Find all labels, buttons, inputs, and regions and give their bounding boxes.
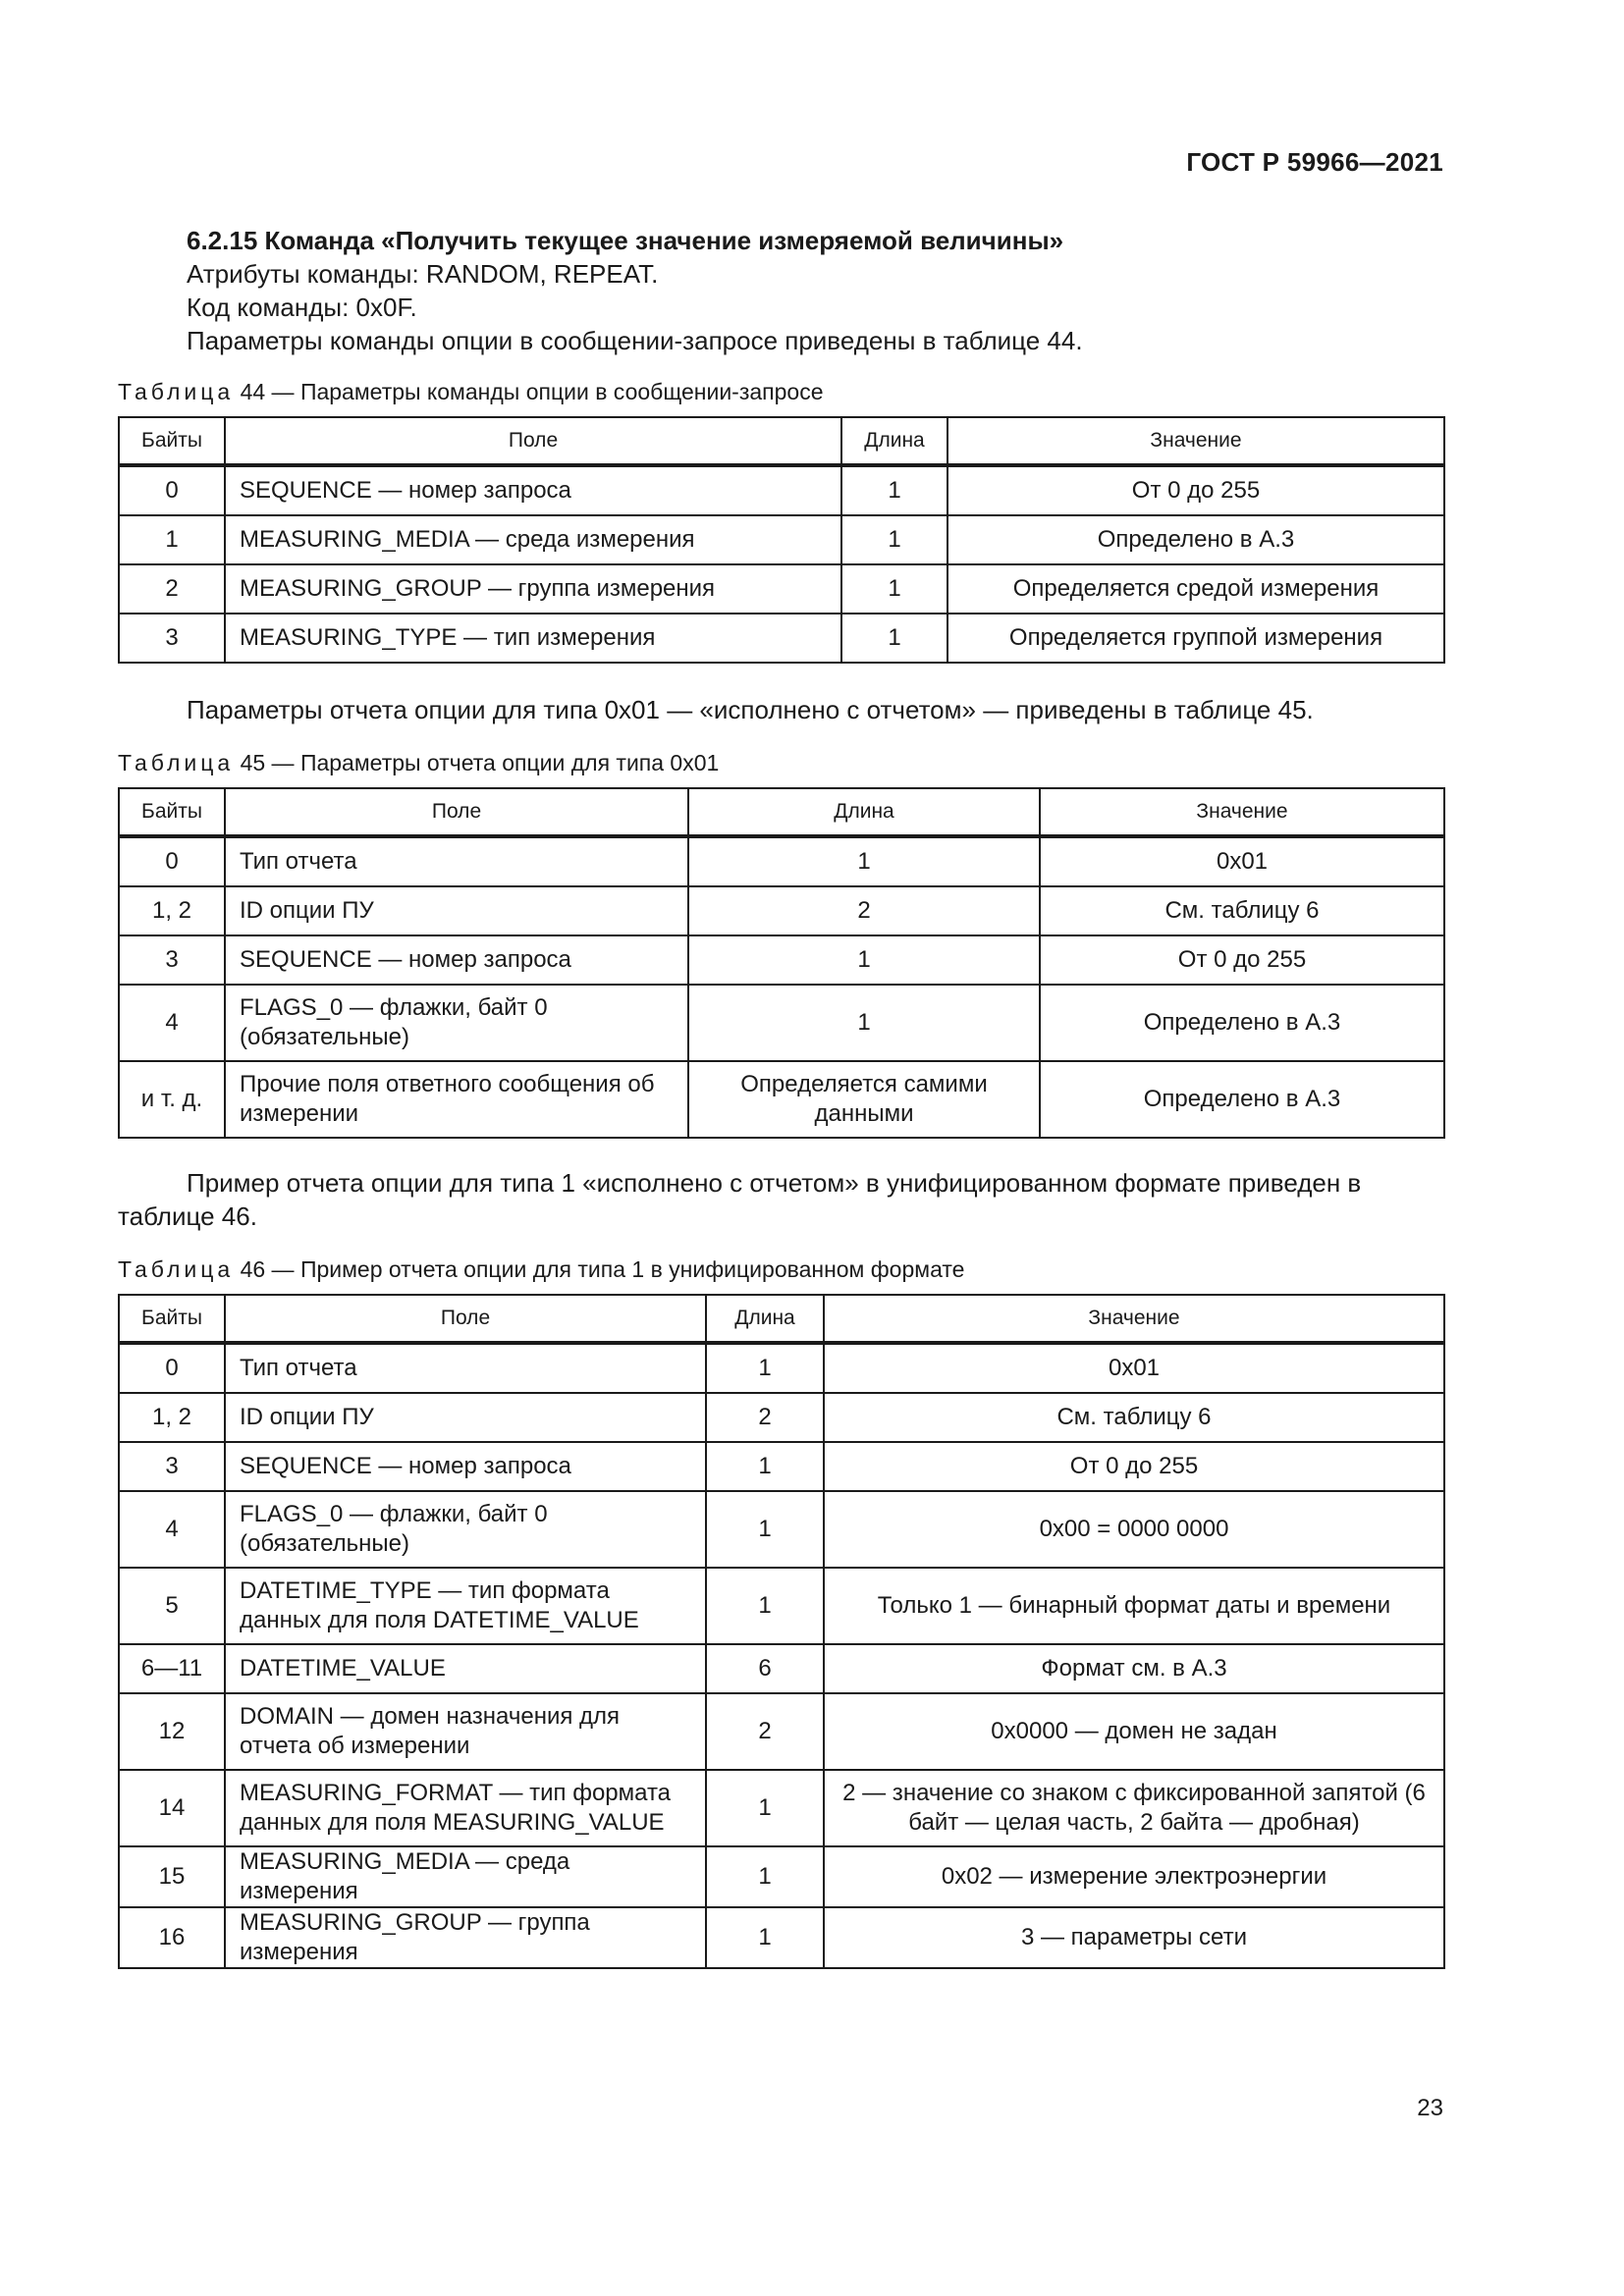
table-cell: 4 [119, 985, 225, 1061]
table-row [119, 935, 1444, 985]
table-header-row [119, 417, 1444, 465]
table-cell: MEASURING_TYPE — тип измерения [225, 614, 841, 663]
table-cell: См. таблицу 6 [824, 1393, 1444, 1442]
table45-intro: Параметры отчета опции для типа 0x01 — «исполнено с отчетом» — приведены в таблице 45. [187, 695, 1314, 724]
table-row [119, 1568, 1444, 1644]
table-row [119, 564, 1444, 614]
page-content [118, 224, 1443, 1969]
table-row [119, 465, 1444, 515]
table-row [119, 1644, 1444, 1693]
table-cell: Только 1 — бинарный формат даты и времени [824, 1568, 1444, 1644]
table-row [119, 1343, 1444, 1393]
table-cell: 0x00 = 0000 0000 [824, 1491, 1444, 1568]
table-cell: 1 [706, 1770, 824, 1846]
table-cell: 0x0000 — домен не задан [824, 1693, 1444, 1770]
table-cell: Формат см. в А.3 [824, 1644, 1444, 1693]
table-cell: 0x01 [824, 1343, 1444, 1393]
table-cell: 2 [706, 1693, 824, 1770]
table-46 [118, 1294, 1445, 1969]
column-header: Значение [947, 417, 1444, 465]
table-cell: 1 [706, 1343, 824, 1393]
table-cell: ID опции ПУ [225, 886, 688, 935]
table-cell: и т. д. [119, 1061, 225, 1138]
table-cell: 1, 2 [119, 1393, 225, 1442]
table-cell: 1 [841, 515, 947, 564]
table-cell: 0x02 — измерение электроэнергии [824, 1846, 1444, 1907]
table-row [119, 1393, 1444, 1442]
table-cell: MEASURING_MEDIA — среда измерения [225, 1846, 706, 1907]
table46-caption-text: 46 — Пример отчета опции для типа 1 в унифицированном формате [240, 1256, 965, 1282]
table-cell: 1 [706, 1491, 824, 1568]
table-row [119, 1846, 1444, 1907]
table-cell: SEQUENCE — номер запроса [225, 935, 688, 985]
table-cell: 6—11 [119, 1644, 225, 1693]
table-cell: 1 [706, 1568, 824, 1644]
section-intro [118, 224, 1443, 357]
table-cell: 1 [706, 1907, 824, 1968]
document-header: ГОСТ Р 59966—2021 [1186, 147, 1443, 177]
table-cell: 2 — значение со знаком с фиксированной запятой (6 байт — целая часть, 2 байта — дробная) [824, 1770, 1444, 1846]
table-cell: 3 [119, 614, 225, 663]
table-row [119, 1061, 1444, 1138]
table-cell: DOMAIN — домен назначения для отчета об измерении [225, 1693, 706, 1770]
table-cell: 1 [841, 614, 947, 663]
table44-caption [118, 377, 1443, 406]
table-cell: Тип отчета [225, 836, 688, 886]
table-header-row [119, 788, 1444, 836]
table-cell: 16 [119, 1907, 225, 1968]
table-cell: 12 [119, 1693, 225, 1770]
column-header: Поле [225, 417, 841, 465]
table-cell: 3 [119, 1442, 225, 1491]
table-cell: См. таблицу 6 [1040, 886, 1444, 935]
table-cell: 3 — параметры сети [824, 1907, 1444, 1968]
table-cell: 0 [119, 465, 225, 515]
table-cell: Определяется самими данными [688, 1061, 1040, 1138]
table-44 [118, 416, 1445, 664]
table-cell: Тип отчета [225, 1343, 706, 1393]
table-cell: SEQUENCE — номер запроса [225, 465, 841, 515]
params-intro: Параметры команды опции в сообщении-запросе приведены в таблице 44. [187, 326, 1083, 355]
table-row [119, 614, 1444, 663]
table-cell: FLAGS_0 — флажки, байт 0 (обязательные) [225, 985, 688, 1061]
table-cell: DATETIME_TYPE — тип формата данных для поля DATETIME_VALUE [225, 1568, 706, 1644]
table44-caption-prefix: Таблица [118, 379, 235, 404]
table-45 [118, 787, 1445, 1139]
table-header-row [119, 1295, 1444, 1343]
table-cell: Прочие поля ответного сообщения об измерении [225, 1061, 688, 1138]
table-row [119, 836, 1444, 886]
column-header: Байты [119, 788, 225, 836]
column-header: Поле [225, 788, 688, 836]
table45-caption [118, 748, 1443, 777]
table46-caption [118, 1255, 1443, 1284]
table-cell: 0 [119, 1343, 225, 1393]
table-row [119, 1442, 1444, 1491]
table-cell: 0 [119, 836, 225, 886]
table-cell: SEQUENCE — номер запроса [225, 1442, 706, 1491]
table-row [119, 886, 1444, 935]
table-row [119, 515, 1444, 564]
column-header: Поле [225, 1295, 706, 1343]
table-cell: ID опции ПУ [225, 1393, 706, 1442]
table-cell: От 0 до 255 [947, 465, 1444, 515]
column-header: Значение [1040, 788, 1444, 836]
table-cell: FLAGS_0 — флажки, байт 0 (обязательные) [225, 1491, 706, 1568]
table-cell: Определено в А.3 [1040, 985, 1444, 1061]
table-cell: Определено в А.3 [947, 515, 1444, 564]
table-cell: MEASURING_GROUP — группа измерения [225, 564, 841, 614]
table-cell: Определяется средой измерения [947, 564, 1444, 614]
column-header: Длина [688, 788, 1040, 836]
table-row [119, 1491, 1444, 1568]
table-cell: Определено в А.3 [1040, 1061, 1444, 1138]
table-cell: 6 [706, 1644, 824, 1693]
table-cell: 1 [119, 515, 225, 564]
table-cell: 1 [706, 1442, 824, 1491]
table-row [119, 1693, 1444, 1770]
column-header: Значение [824, 1295, 1444, 1343]
table-cell: 1, 2 [119, 886, 225, 935]
table-cell: 5 [119, 1568, 225, 1644]
table-row [119, 985, 1444, 1061]
table46-intro: Пример отчета опции для типа 1 «исполнено с отчетом» в унифицированном формате приведен в таблице 46. [118, 1168, 1362, 1231]
table-cell: 1 [841, 465, 947, 515]
section-heading: 6.2.15 Команда «Получить текущее значение измеряемой величины» [187, 226, 1064, 255]
table-cell: MEASURING_FORMAT — тип формата данных для поля MEASURING_VALUE [225, 1770, 706, 1846]
table-cell: 2 [119, 564, 225, 614]
table-cell: От 0 до 255 [824, 1442, 1444, 1491]
table46-caption-prefix: Таблица [118, 1256, 235, 1282]
table-cell: DATETIME_VALUE [225, 1644, 706, 1693]
table-cell: MEASURING_MEDIA — среда измерения [225, 515, 841, 564]
table-cell: 1 [688, 985, 1040, 1061]
table-cell: 1 [688, 836, 1040, 886]
table-cell: 14 [119, 1770, 225, 1846]
table-row [119, 1907, 1444, 1968]
table-cell: 15 [119, 1846, 225, 1907]
column-header: Байты [119, 1295, 225, 1343]
table-cell: 2 [706, 1393, 824, 1442]
table-cell: 1 [688, 935, 1040, 985]
table-cell: 1 [706, 1846, 824, 1907]
table-cell: От 0 до 255 [1040, 935, 1444, 985]
table45-caption-text: 45 — Параметры отчета опции для типа 0x01 [240, 750, 720, 775]
table44-caption-text: 44 — Параметры команды опции в сообщении-запросе [240, 379, 824, 404]
table45-caption-prefix: Таблица [118, 750, 235, 775]
table-row [119, 1770, 1444, 1846]
table-cell: 4 [119, 1491, 225, 1568]
table-cell: 3 [119, 935, 225, 985]
column-header: Длина [706, 1295, 824, 1343]
table-cell: 2 [688, 886, 1040, 935]
table-cell: 1 [841, 564, 947, 614]
command-attributes: Атрибуты команды: RANDOM, REPEAT. [187, 259, 659, 289]
command-code: Код команды: 0x0F. [187, 293, 417, 322]
column-header: Байты [119, 417, 225, 465]
table-cell: MEASURING_GROUP — группа измерения [225, 1907, 706, 1968]
column-header: Длина [841, 417, 947, 465]
table-cell: Определяется группой измерения [947, 614, 1444, 663]
table-cell: 0x01 [1040, 836, 1444, 886]
page-number: 23 [1417, 2095, 1443, 2121]
